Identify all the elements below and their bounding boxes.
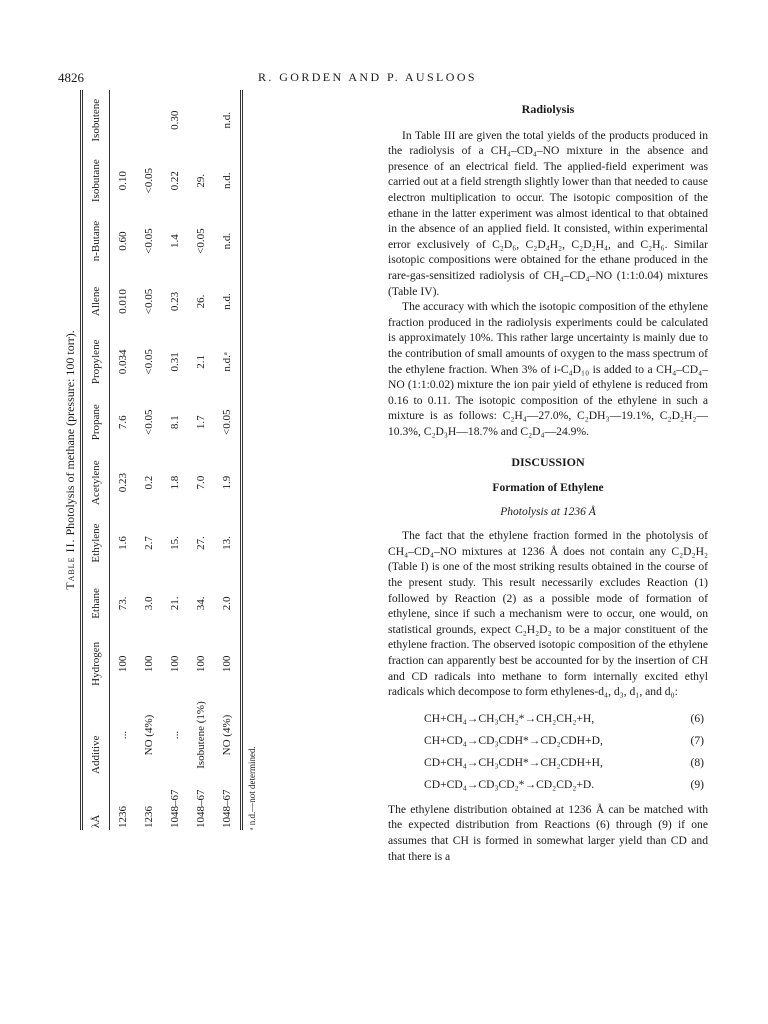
column-header: Allene <box>90 286 102 317</box>
table-cell <box>188 90 214 150</box>
column-header: λÅ <box>90 814 102 828</box>
table-cell: 0.10 <box>117 171 129 191</box>
table-cell: 0.22 <box>169 171 181 191</box>
column-header: Ethane <box>90 588 102 619</box>
equation-expression: CD+CH₄→CH₃CDH*→CH₂CDH+H, <box>424 755 603 769</box>
table-cell: <0.05 <box>143 349 155 375</box>
table-cell: 73. <box>117 596 129 611</box>
table-cell: 8.1 <box>169 415 181 430</box>
equation-list <box>388 708 708 796</box>
table-cell <box>136 90 162 150</box>
table-label: Table II. <box>63 538 77 590</box>
equation-number: (7) <box>690 733 704 747</box>
table-cell: 1.9 <box>221 475 233 490</box>
column-header: Isobutene <box>90 98 102 142</box>
data-table <box>80 90 243 830</box>
table-cell: n.d. <box>221 112 233 129</box>
table-cell: 0.010 <box>117 289 129 314</box>
photolysis-heading: Photolysis at 1236 Å <box>500 505 596 518</box>
column-header: Additive <box>90 735 102 774</box>
table-row <box>162 90 188 830</box>
table-cell: <0.05 <box>143 167 155 194</box>
table-cell: 100 <box>117 655 129 673</box>
table-cell: 0.30 <box>169 110 181 130</box>
table-row <box>188 90 214 830</box>
table-row <box>136 90 162 830</box>
table-cell: 1236 <box>117 806 129 828</box>
table-cell: 7.6 <box>117 415 129 430</box>
table-ii <box>60 90 310 830</box>
paragraph-radiolysis-2: The accuracy with which the isotopic composition of the ethylene fraction produced in the radiolysis experiments could be calculated is approximately 10%. This rather large uncertainty is mainly due to the contribution of small amounts of oxygen to the mass spectrum of the ethylene fraction. When 3% of i-C₄D₁₀ is added to a CH₄–CD₄–NO (1:1:0.02) mixture the ion pair yield of ethylene is reduced from 0.16 to 0.11. The isotopic composition of the ethylene in such a mixture is as follows: C₂H₄—27.0%, C₂DH₃—19.1%, C₂D₂H₂—10.3%, C₂D₃H—18.7% and C₂D₄—24.9%. <box>388 300 708 438</box>
table-cell: n.d.ᵃ <box>221 352 233 372</box>
table-cell: 0.2 <box>143 475 155 490</box>
column-header: Acetylene <box>90 460 102 505</box>
table-cell: 26. <box>195 294 207 309</box>
table-cell: <0.05 <box>221 409 233 435</box>
table-cell: 3.0 <box>143 596 155 611</box>
table-cell: n.d. <box>221 293 233 310</box>
table-cell: 2.1 <box>195 354 207 369</box>
column-header: Hydrogen <box>90 641 102 686</box>
table-cell: 100 <box>221 655 233 673</box>
column-header: Isobutane <box>90 159 102 203</box>
column-header: Propane <box>90 404 102 441</box>
table-cell: 0.31 <box>169 352 181 372</box>
table-cell: 1048–67 <box>221 789 233 828</box>
table-cell: Isobutene (1%) <box>195 701 207 769</box>
page-number: 4826 <box>58 70 84 85</box>
column-header: Ethylene <box>90 523 102 563</box>
table-cell: 0.23 <box>117 473 129 493</box>
table-cell: n.d. <box>221 232 233 250</box>
table-cell: 2.7 <box>143 536 155 550</box>
table-row <box>110 90 137 830</box>
table-cell: ... <box>169 730 181 740</box>
equation-expression: CH+CH₄→CH₃CH₂*→CH₂CH₂+H, <box>424 711 595 725</box>
table-cell: <0.05 <box>143 288 155 315</box>
table-cell: 29. <box>195 173 207 188</box>
table-header-row <box>82 90 110 830</box>
table-footnote: ᵃ n.d.—not determined. <box>247 746 257 830</box>
table-cell: <0.05 <box>195 228 207 254</box>
table-cell: 100 <box>169 655 181 673</box>
table-cell <box>110 90 137 150</box>
table-cell: 21. <box>169 596 181 611</box>
equation-expression: CH+CD₄→CD₃CDH*→CD₂CDH+D, <box>424 733 603 747</box>
radiolysis-heading: Radiolysis <box>521 102 575 116</box>
column-header: Propylene <box>90 339 102 385</box>
table-body <box>110 90 242 830</box>
table-cell: 1.4 <box>169 234 181 248</box>
table-cell: 15. <box>169 536 181 550</box>
table-cell: 7.0 <box>195 475 207 490</box>
table-cell: 27. <box>195 536 207 550</box>
table-cell: 1048–67 <box>195 789 207 828</box>
table-row <box>214 90 242 830</box>
equation-expression: CD+CD₄→CD₃CD₂*→CD₂CD₂+D. <box>424 777 595 791</box>
table-cell: 0.60 <box>117 231 129 251</box>
table-caption: Photolysis of methane (pressure: 100 torr). <box>63 330 77 536</box>
table-cell: n.d. <box>221 172 233 189</box>
equation <box>388 708 708 730</box>
table-cell: 100 <box>143 655 155 673</box>
table-cell: ... <box>117 730 129 740</box>
table-cell: <0.05 <box>143 228 155 254</box>
text-column <box>388 98 708 864</box>
discussion-heading: DISCUSSION <box>511 455 585 470</box>
table-cell: 1048–67 <box>169 789 181 828</box>
table-title <box>60 90 80 830</box>
equation-number: (6) <box>690 711 704 725</box>
equation <box>388 774 708 796</box>
equation <box>388 752 708 774</box>
paragraph-radiolysis-1: In Table III are given the total yields of the products produced in the radiolysis of a CH₄–CD₄–NO mixture in the absence and presence of an electrical field. The applied-field experiment was carried out at a field strength slightly lower than that needed to cause electron multiplication to occur. The isotopic composition of the ethane in the latter experiment was almost identical to that obtained in the absence of an applied field. It consisted, within experimental error exclusively of C₂D₆, C₂D₄H₂, C₂D₂H₄, and C₂H₆. Similar isotopic compositions were obtained for the ethane produced in the rare-gas-sensitized radiolysis of CH₄–CD₄–NO (1:1:0.04) mixtures (Table IV). <box>388 128 709 298</box>
table-cell: 2.0 <box>221 596 233 611</box>
table-cell: 0.23 <box>169 291 181 312</box>
formation-heading: Formation of Ethylene <box>492 482 604 495</box>
table-cell: 100 <box>195 655 207 673</box>
table-cell: 1.7 <box>195 415 207 430</box>
paragraph-distribution: The ethylene distribution obtained at 1236 Å can be matched with the expected distribution from Reactions (6) through (9) if one assumes that CH is formed in somewhat larger yield than CD and that there is a <box>388 802 708 863</box>
equation-number: (8) <box>690 755 704 769</box>
table-cell: 1236 <box>143 806 155 828</box>
table-cell: 34. <box>195 596 207 611</box>
column-header: n-Butane <box>90 220 102 262</box>
table-cell: 1.8 <box>169 475 181 490</box>
table-cell: NO (4%) <box>221 714 233 756</box>
equation-number: (9) <box>690 777 704 791</box>
table-cell: 13. <box>221 536 233 550</box>
equation <box>388 730 708 752</box>
table-cell: NO (4%) <box>143 714 155 756</box>
table-cell: <0.05 <box>143 409 155 435</box>
table-cell: 1.6 <box>117 536 129 550</box>
running-head: R. GORDEN AND P. AUSLOOS <box>258 70 477 84</box>
paragraph-photolysis: The fact that the ethylene fraction formed in the photolysis of CH₄–CD₄–NO mixtures at 1236 Å does not contain any C₂D₂H₂ (Table I) is one of the most striking results obtained in the course of the present study. This result necessarily excludes Reaction (1) followed by Reaction (2) as a possible mode of formation of ethylene, since if such a mechanism were to occur, one would, on statistical grounds, expect C₂H₂D₂ to be a major constituent of the ethylene fraction. The observed isotopic composition of the ethylene fraction can apparently best be accounted for by the insertion of CH and CD radicals into methane to form internally excited ethyl radicals which decompose to form ethylenes-d₄, d₃, d₁, and d₀: <box>388 529 708 699</box>
table-cell: 0.034 <box>117 349 129 375</box>
